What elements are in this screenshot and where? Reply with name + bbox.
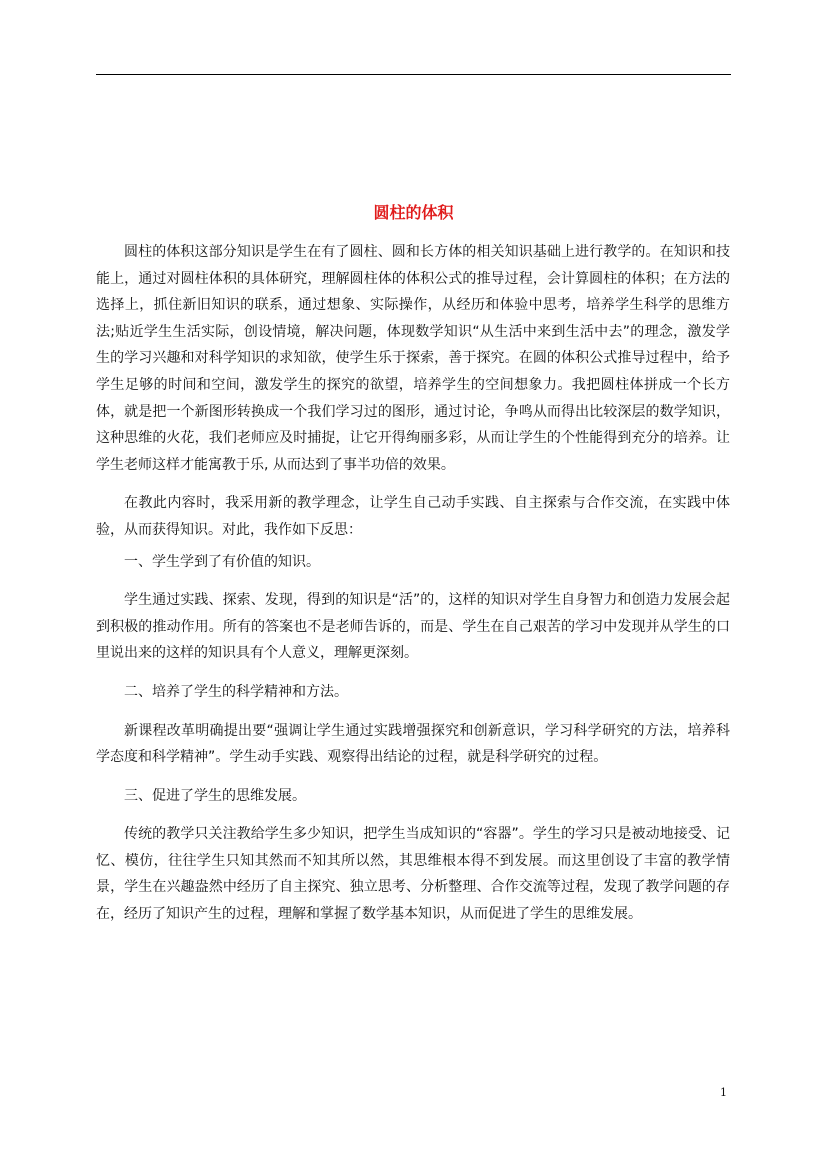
document-body	[96, 239, 730, 928]
paragraph-section-1: 学生通过实践、探索、发现，得到的知识是“活”的，这样的知识对学生自身智力和创造力发展会起到积极的推动作用。所有的答案也不是老师告诉的，而是、学生在自己艰苦的学习中发现并从学生的口里说出来的这样的知识具有个人意义，理解更深刻。	[96, 592, 730, 662]
paragraph-section-2: 新课程改革明确提出要“强调让学生通过实践增强探究和创新意识，学习科学研究的方法，培养科学态度和科学精神”。学生动手实践、观察得出结论的过程，就是科学研究的过程。	[96, 722, 730, 766]
paragraph-intro: 圆柱的体积这部分知识是学生在有了圆柱、圆和长方体的相关知识基础上进行教学的。在知识和技能上，通过对圆柱体积的具体研究，理解圆柱体的体积公式的推导过程，会计算圆柱的体积；在方法的选择上，抓住新旧知识的联系，通过想象、实际操作，从经历和体验中思考，培养学生科学的思维方法;贴近学生生活实际，创设情境，解决问题，体现数学知识“从生活中来到生活中去”的理念，激发学生的学习兴趣和对科学知识的求知欲，使学生乐于探索，善于探究。在圆的体积公式推导过程中，给予学生足够的时间和空间，激发学生的探究的欲望，培养学生的空间想象力。我把圆柱体拼成一个长方体，就是把一个新图形转换成一个我们学习过的图形，通过讨论，争鸣从而得出比较深层的数学知识，这种思维的火花，我们老师应及时捕捉，让它开得绚丽多彩，从而让学生的个性能得到充分的培养。让学生老师这样才能寓教于乐, 从而达到了事半功倍的效果。	[96, 244, 730, 473]
header-rule	[96, 74, 731, 75]
section-heading-1: 一、学生学到了有价值的知识。	[124, 553, 320, 570]
document-title: 圆柱的体积	[373, 203, 454, 222]
section-heading-2: 二、培养了学生的科学精神和方法。	[124, 683, 348, 700]
paragraph-section-3: 传统的教学只关注教给学生多少知识，把学生当成知识的“容器”。学生的学习只是被动地接受、记忆、模仿，往往学生只知其然而不知其所以然，其思维根本得不到发展。而这里创设了丰富的教学情景，学生在兴趣盎然中经历了自主探究、独立思考、分析整理、合作交流等过程，发现了教学问题的存在，经历了知识产生的过程，理解和掌握了数学基本知识，从而促进了学生的思维发展。	[96, 826, 730, 923]
section-heading-3: 三、促进了学生的思维发展。	[124, 787, 306, 804]
paragraph-reflection-intro: 在教此内容时，我采用新的教学理念，让学生自己动手实践、自主探索与合作交流，在实践中体验，从而获得知识。对此，我作如下反思：	[96, 495, 730, 538]
page-number: 1	[720, 1086, 727, 1099]
